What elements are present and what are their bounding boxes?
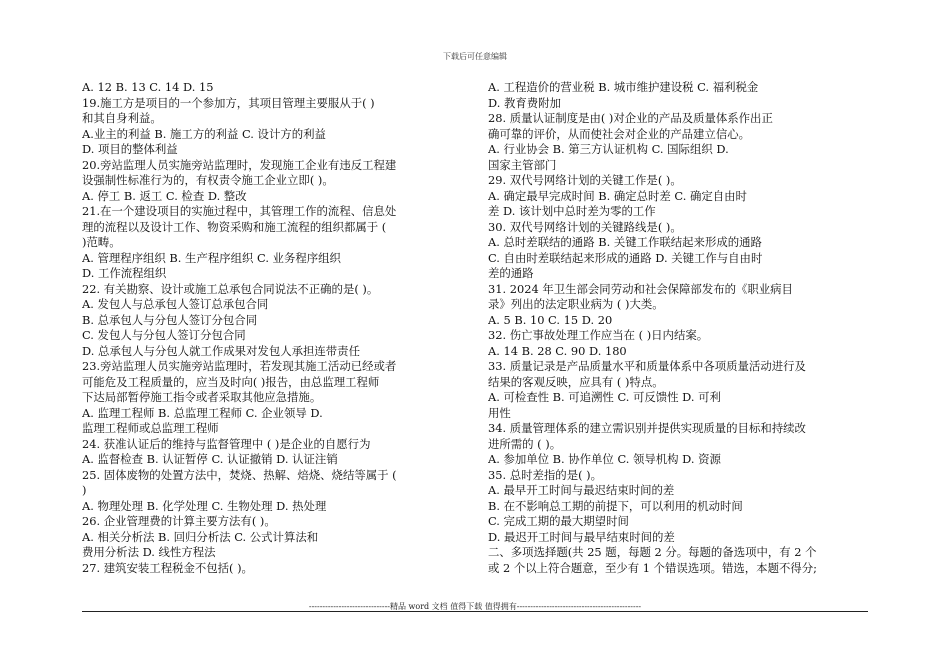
text-line: 监理工程师或总监理工程师 [82, 421, 219, 435]
text-line: 下达局部暂停施工指令或者采取其他应急措施。 [82, 390, 322, 404]
text-line: 差 D. 该计划中总时差为零的工作 [488, 204, 656, 218]
text-line: A. 5 B. 10 C. 15 D. 20 [488, 312, 613, 327]
text-line: 用性 [488, 405, 511, 420]
text-line: 21.在一个建设项目的实施过程中，其管理工作的流程、信息处 [82, 204, 397, 218]
text-line: 29. 双代号网络计划的关键工作是( )。 [488, 173, 682, 187]
text-line: 22. 有关勘察、设计或施工总承包合同说法不正确的是( )。 [82, 281, 379, 296]
text-line: A. 监理工程师 B. 总监理工程师 C. 企业领导 D. [82, 405, 323, 420]
text-line: 理的流程以及设计工作、物资采购和施工流程的组织都属于 ( [82, 219, 387, 234]
text-line: A. 停工 B. 返工 C. 检查 D. 整改 [82, 188, 247, 203]
text-line: 和其自身利益。 [82, 111, 162, 125]
text-line: 或 2 个以上符合题意，至少有 1 个错误选项。错选，本题不得分; [488, 560, 817, 575]
text-line: 二、多项选择题(共 25 题，每题 2 分。每题的备选项中，有 2 个 [488, 545, 817, 559]
text-line: C. 自由时差联结起来形成的通路 D. 关键工作与自由时 [488, 250, 763, 265]
right-column [488, 80, 876, 576]
text-line: 24. 获准认证后的维持与监督管理中 ( )是企业的自愿行为 [82, 436, 371, 451]
text-line: 费用分析法 D. 线性方程法 [82, 545, 216, 559]
text-line: 30. 双代号网络计划的关键路线是( )。 [488, 219, 682, 234]
text-line: 国家主管部门 [488, 157, 557, 172]
text-line: 25. 固体废物的处置方法中，焚烧、热解、焙烧、烧结等属于 ( [82, 467, 397, 482]
text-line: 35. 总时差指的是( )。 [488, 467, 602, 482]
text-line: D. 教育费附加 [488, 95, 561, 110]
text-line: 23.旁站监理人员实施旁站监理时，若发现其施工活动已经或者 [82, 359, 397, 373]
text-line: C. 完成工期的最大期望时间 [488, 514, 629, 528]
text-line: D. 总承包人与分包人就工作成果对发包人承担连带责任 [82, 343, 360, 358]
text-line: A. 发包人与总承包人签订总承包合同 [82, 297, 269, 311]
text-line: B. 总承包人与分包人签订分包合同 [82, 312, 258, 327]
text-line: A. 总时差联结的通路 B. 关键工作联结起来形成的通路 [488, 235, 762, 249]
text-line: )范畴。 [82, 235, 121, 249]
text-line: A. 确定最早完成时间 B. 确定总时差 C. 确定自由时 [488, 188, 747, 203]
text-line: 确可靠的评价，从而使社会对企业的产品建立信心。 [488, 126, 750, 141]
text-line: ) [82, 483, 87, 497]
text-line: A. 相关分析法 B. 回归分析法 C. 公式计算法和 [82, 529, 319, 544]
text-line: A. 物理处理 B. 化学处理 C. 生物处理 D. 热处理 [82, 498, 327, 513]
text-line: 19.施工方是项目的一个参加方，其项目管理主要服从于( ) [82, 95, 375, 110]
text-line: A. 监督检查 B. 认证暂停 C. 认证撤销 D. 认证注销 [82, 452, 338, 466]
text-line: D. 最迟开工时间与最早结束时间的差 [488, 529, 675, 544]
text-line: A. 12 B. 13 C. 14 D. 15 [82, 80, 214, 94]
text-line: 26. 企业管理费的计算主要方法有( )。 [82, 514, 276, 528]
text-line: 33. 质量记录是产品质量水平和质量体系中各项质量活动进行及 [488, 359, 806, 373]
text-line: 28. 质量认证制度是由( )对企业的产品及质量体系作出正 [488, 111, 773, 125]
text-line: 可能危及工程质量的，应当及时向( )报告，由总监理工程师 [82, 374, 380, 389]
text-line: 录》列出的法定职业病为 ( )大类。 [488, 297, 664, 311]
text-line: A. 参加单位 B. 协作单位 C. 领导机构 D. 资源 [488, 452, 721, 466]
text-line: A. 管理程序组织 B. 生产程序组织 C. 业务程序组织 [82, 250, 341, 265]
text-line: 27. 建筑安装工程税金不包括( )。 [82, 560, 253, 575]
text-line: D. 项目的整体利益 [82, 142, 178, 156]
text-line: A.业主的利益 B. 施工方的利益 C. 设计方的利益 [82, 126, 326, 141]
footer-text: ------------------------------精品 word 文档 值得下载 值得拥有---------------------------------------------- [308, 602, 642, 611]
text-line: 31. 2024 年卫生部会同劳动和社会保障部发布的《职业病目 [488, 281, 793, 296]
text-line: 差的通路 [488, 266, 534, 280]
text-line: B. 在不影响总工期的前提下，可以利用的机动时间 [488, 498, 743, 513]
text-line: C. 发包人与分包人签订分包合同 [82, 328, 246, 342]
text-line: 20.旁站监理人员实施旁站监理时，发现施工企业有违反工程建 [82, 157, 397, 172]
text-line: 32. 伤亡事故处理工作应当在 ( )日内结案。 [488, 328, 709, 342]
text-line: A. 可检查性 B. 可追溯性 C. 可反馈性 D. 可利 [488, 390, 721, 404]
text-line: 设强制性标准行为的，有权责令施工企业立即( )。 [82, 173, 334, 187]
text-line: A. 行业协会 B. 第三方认证机构 C. 国际组织 D. [488, 142, 729, 156]
text-line: A. 最早开工时间与最迟结束时间的差 [488, 483, 675, 497]
text-line: A. 14 B. 28 C. 90 D. 180 [488, 343, 627, 358]
header-note: 下载后可任意编辑 [443, 52, 507, 61]
footer-rule [82, 611, 868, 612]
text-line: 结果的客观反映，应具有 ( )特点。 [488, 374, 664, 389]
text-line: D. 工作流程组织 [82, 266, 167, 280]
text-line: 34. 质量管理体系的建立需识别并提供实现质量的目标和持续改 [488, 421, 806, 435]
text-line: A. 工程造价的营业税 B. 城市维护建设税 C. 福利税金 [488, 80, 759, 94]
text-line: 进所需的 ( )。 [488, 436, 562, 451]
left-column [82, 80, 470, 576]
